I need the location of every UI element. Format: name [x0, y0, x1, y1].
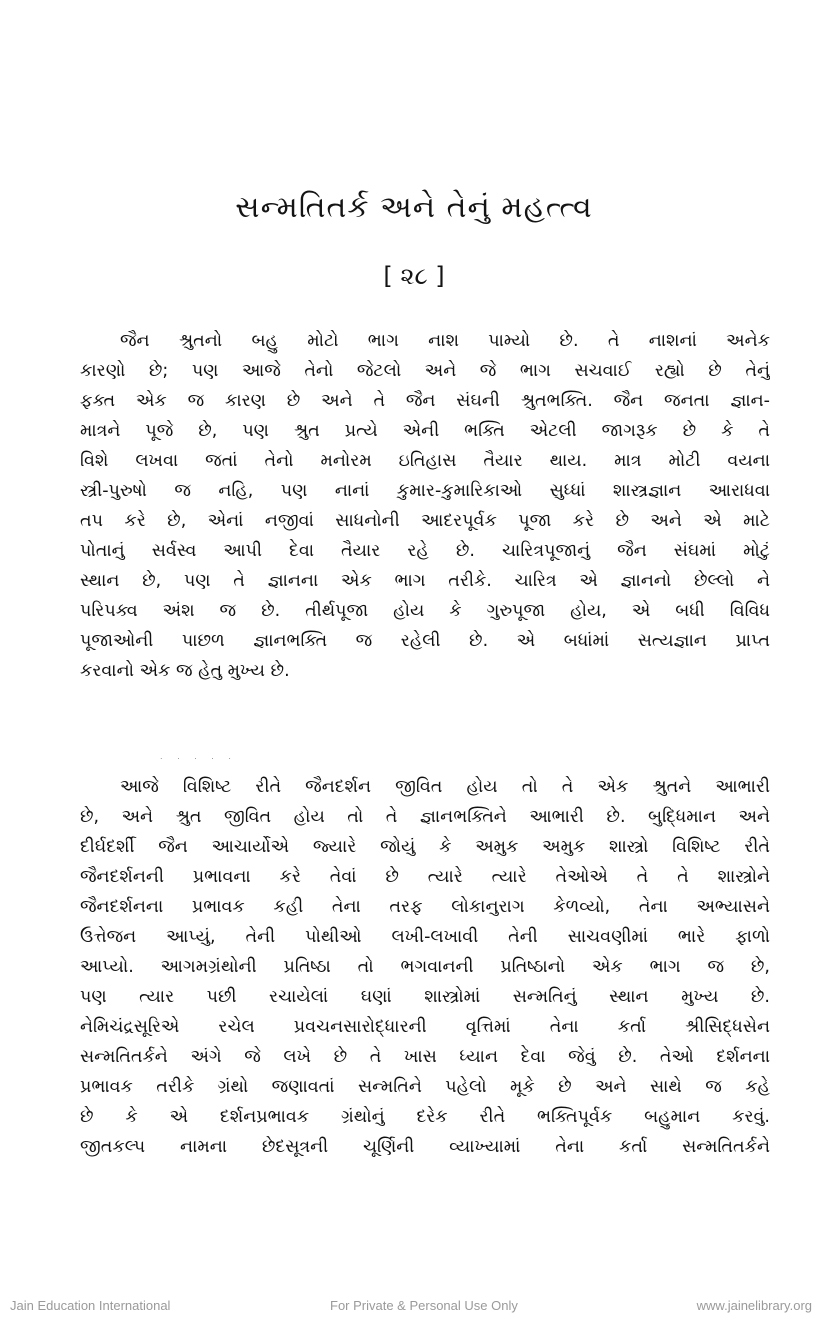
footer-usage-note: For Private & Personal Use Only	[330, 1298, 518, 1313]
text-line: તપ કરે છે, એનાં નજીવાં સાધનોની આદરપૂર્વક પૂજા કરે છે અને એ માટે	[80, 511, 770, 531]
text-line: નેમિચંદ્રસૂરિએ રચેલ પ્રવચનસારોદ્ધારની વૃત્તિમાં તેના કર્તા શ્રીસિદ્ધસેન	[80, 1017, 770, 1037]
page-footer	[0, 1298, 828, 1318]
text-line: માત્રને પૂજે છે, પણ શ્રુત પ્રત્યે એની ભક્તિ એટલી જાગરૂક છે કે તે	[80, 421, 770, 441]
text-line: સ્ત્રી-પુરુષો જ નહિ, પણ નાનાં કુમાર-કુમારિકાઓ સુધ્ધાં શાસ્ત્રજ્ઞાન આરાધવા	[80, 481, 770, 501]
text-line: જીતકલ્પ નામના છેદસૂત્રની ચૂર્ણિની વ્યાખ્યામાં તેના કર્તા સન્મતિતર્કને	[80, 1137, 770, 1157]
page-title: સન્મતિતર્ક અને તેનું મહત્ત્વ	[235, 190, 593, 225]
text-line: સ્થાન છે, પણ તે જ્ઞાનના એક ભાગ તરીકે. ચારિત્ર એ જ્ઞાનનો છેલ્લો ને	[80, 571, 770, 591]
text-line: છે કે એ દર્શનપ્રભાવક ગ્રંથોનું દરેક રીતે ભક્તિપૂર્વક બહુમાન કરવું.	[80, 1107, 770, 1127]
footer-website-link[interactable]: www.jainelibrary.org	[696, 1298, 812, 1313]
text-line: કરવાનો એક જ હેતુ મુખ્ય છે.	[80, 661, 290, 681]
text-line: ઉત્તેજન આપ્યું, તેની પોથીઓ લખી-લખાવી તેની સાચવણીમાં ભારે ફાળો	[80, 927, 770, 947]
text-line: પરિપક્વ અંશ જ છે. તીર્થપૂજા હોય કે ગુરુપૂજા હોય, એ બધી વિવિધ	[80, 601, 770, 621]
text-line: આજે વિશિષ્ટ રીતે જૈનદર્શન જીવિત હોય તો તે એક શ્રુતને આભારી	[120, 777, 770, 797]
text-line: દીર્ઘદર્શી જૈન આચાર્યોએ જ્યારે જોયું કે અમુક અમુક શાસ્ત્રો વિશિષ્ટ રીતે	[80, 837, 770, 857]
text-line: જૈનદર્શનની પ્રભાવના કરે તેવાં છે ત્યારે ત્યારે તેઓએ તે તે શાસ્ત્રોને	[80, 867, 770, 887]
text-line: સન્મતિતર્કને અંગે જે લખે છે તે ખાસ ધ્યાન દેવા જેવું છે. તેઓ દર્શનના	[80, 1047, 770, 1067]
text-line: પોતાનું સર્વસ્વ આપી દેવા તૈયાર રહે છે. ચારિત્રપૂજાનું જૈન સંઘમાં મોટું	[80, 541, 770, 561]
text-line: ફક્ત એક જ કારણ છે અને તે જૈન સંઘની શ્રુતભક્તિ. જૈન જનતા જ્ઞાન-	[80, 391, 770, 411]
paragraph-1	[80, 326, 770, 686]
text-line: કારણો છે; પણ આજે તેનો જેટલો અને જે ભાગ સચવાઈ રહ્યો છે તેનું	[80, 361, 770, 381]
text-line: જૈન શ્રુતનો બહુ મોટો ભાગ નાશ પામ્યો છે. તે નાશનાં અનેક	[120, 331, 770, 351]
text-line: પ્રભાવક તરીકે ગ્રંથો જણાવતાં સન્મતિને પહેલો મૂકે છે અને સાથે જ કહે	[80, 1077, 770, 1097]
text-line: આપ્યો. આગમગ્રંથોની પ્રતિષ્ઠા તો ભગવાનની પ્રતિષ્ઠાનો એક ભાગ જ છે,	[80, 957, 770, 977]
text-line: વિશે લખવા જતાં તેનો મનોરમ ઇતિહાસ તૈયાર થાય. માત્ર મોટી વયના	[80, 451, 770, 471]
text-line: છે, અને શ્રુત જીવિત હોય તો તે જ્ઞાનભક્તિને આભારી છે. બુદ્ધિમાન અને	[80, 807, 770, 827]
footer-publisher: Jain Education International	[10, 1298, 171, 1313]
separator-specks: . . . . .	[160, 752, 237, 761]
paragraph-2	[80, 772, 770, 1162]
text-line: જૈનદર્શનના પ્રભાવક કહી તેના તરફ લોકાનુરાગ કેળવ્યો, તેના અભ્યાસને	[80, 897, 770, 917]
text-line: પૂજાઓની પાછળ જ્ઞાનભક્તિ જ રહેલી છે. એ બધાંમાં સત્યજ્ઞાન પ્રાપ્ત	[80, 631, 770, 651]
text-line: પણ ત્યાર પછી રચાયેલાં ઘણાં શાસ્ત્રોમાં સન્મતિનું સ્થાન મુખ્ય છે.	[80, 987, 770, 1007]
chapter-number: [ ૨૮ ]	[383, 262, 445, 290]
